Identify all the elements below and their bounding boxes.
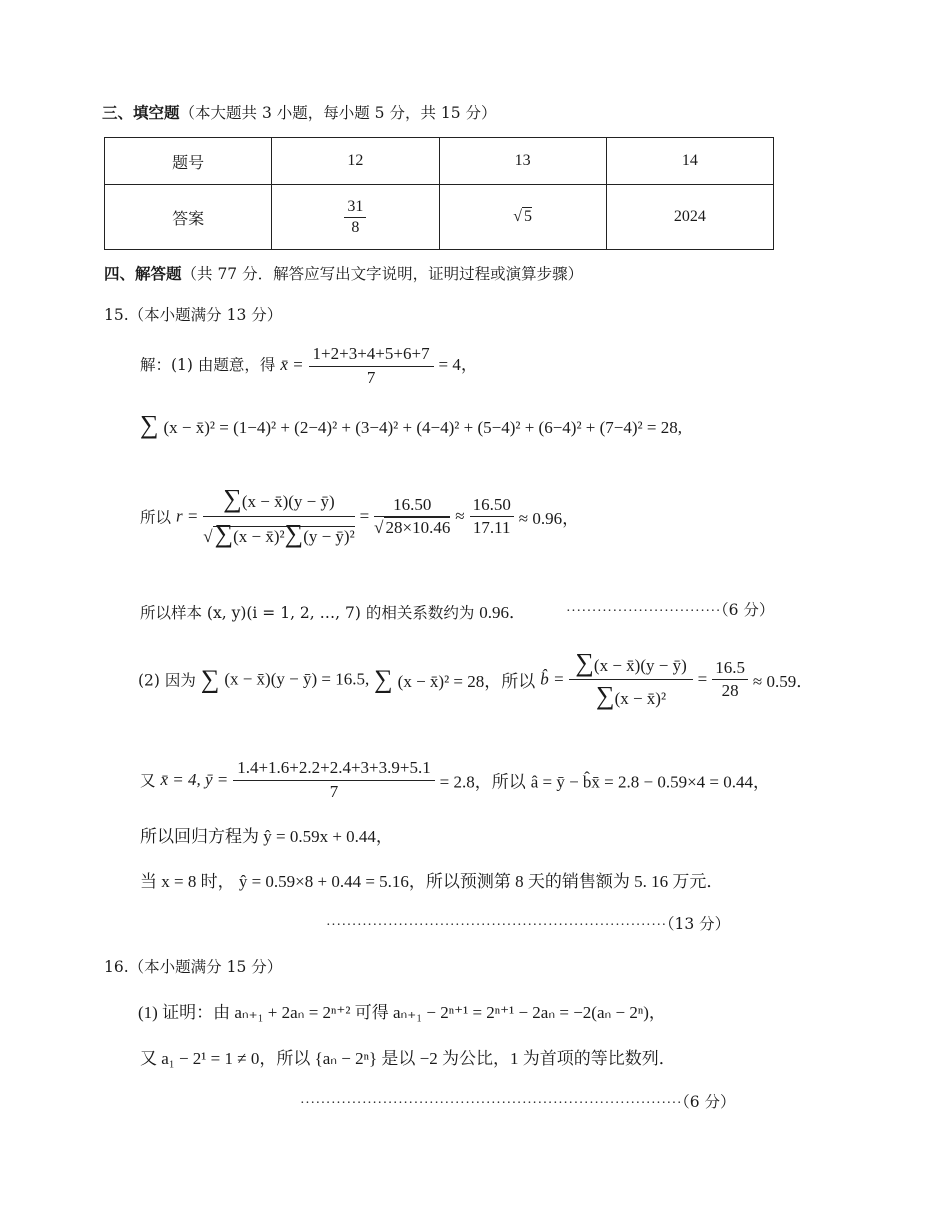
q15-part2-prefix: (2) 因为 [138,671,196,690]
score-marker [300,1090,736,1112]
fraction-numerator: 16.50 [470,495,514,517]
score-text: （6 分） [682,1093,736,1111]
table-row [105,138,774,185]
section4-heading: 四、解答题 [104,264,182,283]
q16-line2: 又 a₁ − 2¹ = 1 ≠ 0，所以 {aₙ − 2ⁿ} 是以 −2 为公比，1 为首项的等比数列． [140,1049,676,1068]
equals-sign: = [697,669,708,689]
bhat-symbol: b̂ = [540,669,565,689]
q15-predict: 当 x = 8 时， ŷ = 0.59×8 + 0.44 = 5.16，所以预测第 8 天的销售额为 5. 16 万元． [140,872,724,891]
q15-part2-mid2: (x − x̄)² = 28，所以 [397,672,536,691]
q15-r-result: ≈ 0.96， [518,509,580,528]
bhat-formula-denominator: ∑(x − x̄)² [596,681,667,710]
q15-sample-text: 所以样本 (x, y)(i = 1, 2, …, 7) 的相关系数约为 [140,604,475,622]
xbar-symbol: x̄ = [280,355,304,374]
fraction [233,758,435,802]
section4-note: （共 77 分．解答应写出文字说明，证明过程或演算步骤） [181,265,584,283]
score-text: （13 分） [666,915,731,933]
fraction-numerator: 16.5 [712,658,748,680]
fraction-numerator: 1+2+3+4+5+6+7 [309,344,434,367]
fraction-numerator: 16.50 [374,495,450,517]
r-formula-denominator: √∑(x − x̄)²∑(y − ȳ)² [203,519,355,548]
q15-part2-mid: (x − x̄)(y − ȳ) = 16.5, [224,669,370,689]
r-formula-numerator: ∑(x − x̄)(y − ȳ) [203,486,354,517]
r-symbol: r = [175,506,199,526]
bhat-formula-fraction [569,650,692,709]
fraction-denominator: 7 [329,782,339,801]
table-cell: 14 [606,138,773,185]
sigma-icon: ∑ [140,410,159,439]
fraction-denominator: 7 [366,368,376,387]
table-cell: 2024 [606,185,773,250]
fraction [470,495,514,538]
table-row [105,185,774,250]
dot-leader: ······························ [566,604,721,619]
table-cell: 12 [272,138,439,185]
q15-a-line: â = ȳ − b̂x̄ = 2.8 − 0.59×4 = 0.44， [530,772,771,792]
q16-line1: (1) 证明：由 aₙ₊₁ + 2aₙ = 2ⁿ⁺² 可得 aₙ₊₁ − 2ⁿ⁺¹ = 2ⁿ⁺¹ − 2aₙ = −2(aₙ − 2ⁿ)， [138,1003,666,1022]
q15-r-prefix: 所以 [140,508,172,527]
q16-title: 16.（本小题满分 15 分） [104,958,283,976]
fraction [374,495,450,538]
q15-sum-text: (x − x̄)² = (1−4)² + (2−4)² + (3−4)² + (4−4)² + (5−4)² + (6−4)² + (7−4)² = 28, [163,418,682,437]
q15-ybar-result: = 2.8，所以 [439,772,526,792]
xbar-ybar-symbols: x̄ = 4, ȳ = [160,770,229,789]
dot-leader: ·································································· [326,918,667,933]
section3-heading: 三、填空题 [102,103,180,122]
table-cell-label: 题号 [105,138,272,185]
q15-mean-line [140,344,478,388]
score-text: （6 分） [720,601,775,619]
section3-note: （本大题共 3 小题，每小题 5 分，共 15 分） [179,104,497,122]
r-formula-fraction [203,486,354,547]
q15-b-result: ≈ 0.59． [752,672,814,691]
equals-sign: = [359,506,370,526]
sigma-icon: ∑ [374,664,393,694]
dot-leader: ·········································································· [300,1096,682,1111]
q15-r-line [140,486,579,547]
q15-part2-line [138,650,813,709]
answer-table [104,137,774,250]
fraction-denominator: 28 [721,681,739,700]
approx-sign: ≈ [455,506,465,526]
q15-sum-line [140,412,682,438]
section3-heading-line [102,101,497,123]
q15-mean-prefix: 解：(1) 由题意，得 [140,356,276,374]
fraction [712,658,748,701]
score-marker [326,912,730,934]
table-cell: 13 [439,138,606,185]
fraction-numerator: 1.4+1.6+2.2+2.4+3+3.9+5.1 [233,758,435,781]
q15-sample-value: 0.96． [479,603,527,622]
fraction-denominator: 17.11 [472,518,511,537]
table-cell [439,185,606,250]
q15-title: 15.（本小题满分 13 分） [104,306,283,324]
bhat-formula-numerator: ∑(x − x̄)(y − ȳ) [569,650,692,680]
q15-ybar-prefix: 又 [140,772,156,790]
table-cell [272,185,439,250]
q15-mean-result: = 4， [438,355,478,374]
section4-heading-line [104,262,583,284]
fraction-denominator: √ 28×10.46 [374,518,451,537]
q15-ybar-line [140,758,770,802]
sigma-icon: ∑ [200,664,220,694]
fraction [309,344,434,388]
q15-regression: 所以回归方程为 ŷ = 0.59x + 0.44， [140,827,393,846]
sqrt-radicand: 5 [524,208,533,225]
score-marker [566,598,774,620]
fraction-denominator: 8 [351,218,360,236]
q15-sample-line [140,598,526,623]
sqrt-icon: √ [513,208,523,225]
table-cell-label: 答案 [105,185,272,250]
fraction [344,198,366,237]
fraction-numerator: 31 [344,198,366,218]
